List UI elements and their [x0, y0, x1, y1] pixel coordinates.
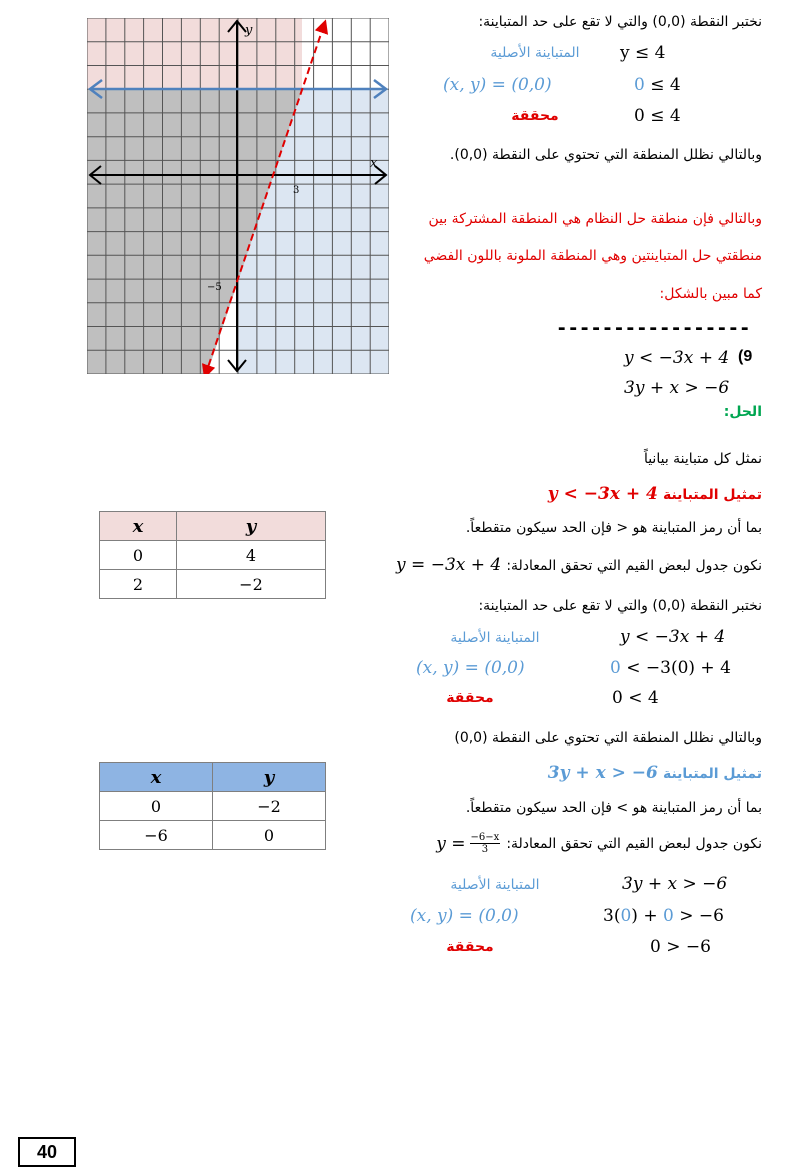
part2-dashed-note: بما أن رمز المتباينة هو > فإن الحد سيكون متقطعاً. [465, 800, 762, 816]
part2-equation [436, 832, 500, 855]
part1-equation: y = −3x + 4 [396, 555, 502, 575]
part2-satisfied-math: 0 > −6 [650, 937, 711, 957]
table1-cell: −2 [176, 570, 325, 599]
part2-substitution-math [603, 906, 724, 926]
part2-sub-zero-1: 0 [620, 906, 632, 926]
point-substitution-label: (x, y) = (0,0) [443, 75, 552, 95]
part2-table-note-line [436, 832, 762, 855]
shade-region-note: وبالتالي نظلل المنطقة التي تحتوي على النقطة (0,0). [449, 147, 762, 163]
table2-header-y: y [213, 763, 326, 792]
x-tick-label: 3 [293, 185, 300, 196]
table1-cell: 4 [176, 541, 325, 570]
values-table-1 [99, 511, 326, 599]
part2-sub-zero-2: 0 [662, 906, 674, 926]
inequality-graph [87, 18, 389, 374]
part1-shade-note: وبالتالي نظلل المنطقة التي تحتوي على النقطة (0,0) [454, 730, 762, 746]
part1-original-label: المتباينة الأصلية [450, 630, 540, 646]
substitution-zero: 0 [634, 75, 645, 95]
part1-substitution-rest: < −3(0) + 4 [620, 658, 731, 678]
satisfied-result-math: 0 ≤ 4 [634, 106, 681, 126]
part2-original-label: المتباينة الأصلية [450, 877, 540, 893]
part2-title [548, 763, 762, 783]
test-point-intro: نختبر النقطة (0,0) والتي لا تقع على حد المتباينة: [478, 14, 762, 30]
part1-title-text: تمثيل المتباينة [662, 487, 762, 503]
part2-fraction [470, 832, 501, 855]
original-inequality-math: y ≤ 4 [620, 43, 666, 63]
part1-satisfied-math: 0 < 4 [612, 688, 659, 708]
part2-sub-post: > −6 [673, 906, 724, 926]
part2-original-math: 3y + x > −6 [622, 874, 728, 894]
substitution-math [634, 75, 681, 95]
original-inequality-label: المتباينة الأصلية [490, 45, 580, 61]
part2-table-note: نكون جدول لبعض القيم التي تحقق المعادلة: [506, 835, 762, 852]
substitution-rest: ≤ 4 [644, 75, 681, 95]
x-axis-label: x [370, 156, 378, 171]
values-table-2 [99, 762, 326, 850]
y-tick-label: −5 [207, 282, 222, 293]
solution-label: الحل: [723, 404, 762, 420]
part1-original-math: y < −3x + 4 [620, 627, 726, 647]
table2-cell: 0 [100, 792, 213, 821]
part2-sub-mid: ) + [631, 906, 663, 926]
table1-cell: 2 [100, 570, 177, 599]
satisfied-label: محققة [511, 108, 559, 124]
table1-header-x: x [100, 512, 177, 541]
part2-point-label: (x, y) = (0,0) [410, 906, 519, 926]
page-number: 40 [18, 1137, 76, 1167]
part1-title-math: y < −3x + 4 [547, 484, 658, 504]
conclusion-line-2: منطقتي حل المتباينتين وهي المنطقة الملونة باللون الفضي [423, 248, 762, 264]
table2-cell: 0 [213, 821, 326, 850]
part2-fraction-denominator: 3 [481, 844, 489, 855]
table2-header-x: x [100, 763, 213, 792]
part1-point-label: (x, y) = (0,0) [416, 658, 525, 678]
q9-number: (9 [738, 348, 753, 365]
part1-substitution-zero: 0 [610, 658, 621, 678]
q9-inequality-1: y < −3x + 4 [624, 348, 730, 368]
part1-test-intro: نختبر النقطة (0,0) والتي لا تقع على حد المتباينة: [478, 598, 762, 614]
shaded-region-pink [87, 18, 302, 90]
part1-table-note: نكون جدول لبعض القيم التي تحقق المعادلة: [506, 558, 762, 574]
part2-title-text: تمثيل المتباينة [662, 766, 762, 782]
q9-inequality-2: 3y + x > −6 [624, 378, 730, 398]
part2-fraction-numerator: −6−x [470, 832, 500, 843]
part2-satisfied-label: محققة [446, 939, 494, 955]
part2-sub-pre: 3( [603, 906, 621, 926]
part2-equation-lhs: y = [436, 833, 466, 854]
conclusion-line-1: وبالتالي فإن منطقة حل النظام هي المنطقة المشتركة بين [428, 211, 762, 227]
y-axis-label: y [245, 23, 253, 38]
part1-table-note-line [396, 555, 762, 575]
part1-dashed-note: بما أن رمز المتباينة هو < فإن الحد سيكون متقطعاً. [465, 520, 762, 536]
table2-cell: −2 [213, 792, 326, 821]
graph-each-note: نمثل كل متباينة بيانياً [643, 451, 762, 467]
table1-header-y: y [176, 512, 325, 541]
part1-substitution-math [610, 658, 731, 678]
part2-title-math: 3y + x > −6 [547, 763, 658, 783]
section-divider: ----------------- [556, 317, 751, 339]
table2-cell: −6 [100, 821, 213, 850]
table1-cell: 0 [100, 541, 177, 570]
part1-title [548, 484, 762, 504]
part1-satisfied-label: محققة [446, 690, 494, 706]
conclusion-line-3: كما مبين بالشكل: [659, 286, 762, 302]
